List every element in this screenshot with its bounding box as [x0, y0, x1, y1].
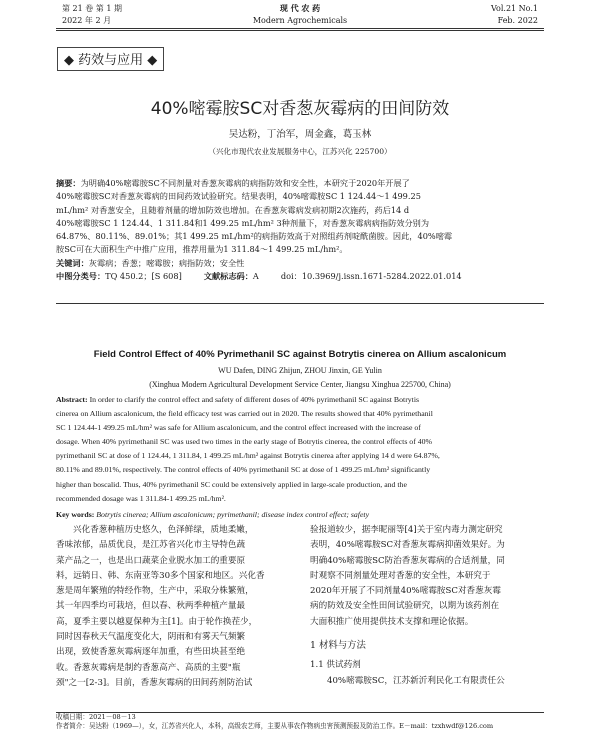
abstract-en-line: pyrimethanil SC at dose of 1 124.44, 1 311.84, 1 499.25 mL/hm² against Botrytis cinerea after applying 14 d were 64.87%, [56, 451, 440, 461]
abstract-en-text: In order to clarify the control effect and safety of different doses of 40% pyrimethanil SC against Botrytis [89, 395, 420, 404]
header-rule-2 [56, 30, 544, 31]
clc-label: 中图分类号： [56, 271, 106, 282]
body-left-column [56, 523, 290, 691]
abstract-en-line [56, 393, 544, 407]
keywords-cn [56, 257, 544, 270]
author-info: 作者简介：吴达粉（1969—），女，江苏省兴化人，本科，高级农艺师，主要从事农作物病虫害预测预报及防治工作。E－mail：tzxhwdf@126.com [56, 722, 494, 730]
affiliation-en: (Xinghua Modern Agricultural Development Service Center, Jiangsu Xinghua 225700, China) [149, 380, 451, 389]
body-right-column [310, 523, 544, 689]
footnote [56, 713, 544, 731]
volume-issue: 第 21 卷 第 1 期 [62, 4, 122, 13]
abstract-cn-line: mL/hm² 对香葱安全，且随着剂量的增加防效也增加。在香葱灰霉病发病初期2次施药，药后14 d [56, 204, 410, 215]
body-line: 香味浓郁，品质优良，是江苏省兴化市主导特色蔬 [56, 540, 246, 551]
body-line: 验报道较少，据李昵丽等[4]关于室内毒力测定研究 [310, 525, 503, 535]
section-heading-1-1: 1.1 供试药剂 [310, 660, 361, 671]
doc-code-label: 文献标志码： [203, 271, 253, 282]
body-line: 其一年四季均可栽培，但以春、秋两季种植产量最 [56, 601, 246, 612]
body-line: 表明，40%嘧霉胺SC对香葱灰霉病抑菌效果好。为 [310, 540, 505, 551]
abstract-en-line: SC 1 124.44-1 499.25 mL/hm² was safe for Allium ascalonicum, and the control effect increased with the increase of [56, 423, 421, 433]
doi-value: 10.3969/j.issn.1671-5284.2022.01.014 [301, 271, 462, 282]
abstract-en-line: cinerea on Allium ascalonicum, the field efficacy test was carried out in 2020. The results showed that 40% pyrimethanil [56, 409, 433, 419]
body-line: 40%嘧霉胺SC，江苏新沂利民化工有限责任公 [327, 675, 505, 686]
affiliation-cn: （兴化市现代农业发展服务中心，江苏兴化 225700） [208, 147, 392, 156]
journal-name-en: Modern Agrochemicals [252, 16, 348, 25]
abstract-en-label: Abstract: [56, 395, 88, 404]
body-line: 兴化香葱种植历史悠久，色泽鲜绿，质地柔嫩， [73, 525, 254, 535]
clc-value: TQ 450.2；[S 608] [105, 271, 182, 282]
abstract-en-line: 80.11% and 89.01%, respectively. The control effects of 40% pyrimethanil SC at dose of 1 499.25 mL/hm² significantly [56, 465, 431, 475]
body-line: 同时因春秋天气温度变化大，阴雨和有雾天气频繁 [56, 632, 246, 643]
doc-code-value: A [252, 271, 259, 282]
pub-date: 2022 年 2 月 [62, 16, 112, 25]
keywords-en [56, 508, 544, 522]
body-line: 料，远销日、韩、东南亚等30多个国家和地区。兴化香 [56, 570, 265, 581]
abstract-cn [56, 177, 544, 283]
abstract-cn-text: 为明确40%嘧霉胺SC不同剂量对香葱灰霉病的病指防效和安全性，本研究于2020年开展了 [80, 178, 410, 188]
abstract-en [56, 393, 544, 522]
keywords-en-text: Botrytis cinerea; Allium ascalonicum; pyrimethanil; disease index control effect; safety [96, 509, 370, 519]
abstract-cn-line: 胺SC可在大面积生产中推广应用，推荐用量为1 311.84～1 499.25 mL/hm²。 [56, 244, 348, 255]
body-line: 出现，致使香葱灰霉病逐年加重，有些田块甚至绝 [56, 647, 246, 658]
abstract-cn-line: 64.87%、80.11%、89.01%；其1 499.25 mL/hm²的病指防效高于对照组药剂啶酰菌胺。因此，40%嘧霉 [56, 231, 453, 242]
doi-label: doi： [280, 271, 302, 282]
body-line: 明确40%嘧霉胺SC防治香葱灰霉病的合适剂量，同 [310, 555, 505, 566]
body-line: 时观察不同剂量处理对香葱的安全性，本研究于 [310, 570, 491, 581]
body-line: 颈"之一[2-3]。目前，香葱灰霉病的田间药剂防治试 [56, 677, 253, 688]
keywords-cn-label: 关键词： [56, 257, 89, 268]
body-line: 收。香葱灰霉病是制约香葱高产、高质的主要"瓶 [56, 662, 241, 673]
abstract-cn-line [56, 177, 544, 190]
body-line: 高，夏季主要以越夏保种为主[1]。由于轮作换茬少， [56, 616, 258, 627]
section-heading-1: 1 材料与方法 [310, 640, 366, 652]
abstract-cn-line: 40%嘧霉胺SC 1 124.44、1 311.84和1 499.25 mL/hm² 3种剂量下，对香葱灰霉病病指防效分别为 [56, 217, 430, 228]
abstract-cn-label: 摘要： [56, 178, 81, 188]
header-rule [56, 28, 544, 29]
pub-date-en: Feb. 2022 [497, 16, 538, 25]
abstract-rule [56, 303, 544, 304]
abstract-en-line: higher than boscalid. Thus, 40% pyrimethanil SC could be extensively applied in large-scale production, and the [56, 479, 407, 489]
body-line: 菜产品之一，也是出口蔬菜企业脱水加工的重要原 [56, 555, 246, 566]
body-line: 病的防效及安全性田间试验研究，以期为该药剂在 [310, 601, 500, 612]
keywords-cn-text: 灰霉病；香葱；嘧霉胺；病指防效；安全性 [88, 257, 245, 268]
received-date: 收稿日期：2021－08－13 [56, 713, 136, 721]
paper-title: 40%嘧霉胺SC对香葱灰霉病的田间防效 [150, 99, 450, 119]
authors-cn: 吴达粉，丁治军，周金鑫，葛玉林 [228, 129, 372, 140]
keywords-en-label: Key words: [56, 509, 95, 519]
abstract-cn-line: 40%嘧霉胺SC对香葱灰霉病的田间药效试验研究。结果表明，40%嘧霉胺SC 1 124.44～1 499.25 [56, 191, 421, 202]
abstract-en-line: recommended dosage was 1 311.84-1 499.25 mL/hm². [56, 493, 226, 503]
journal-name-cn: 现 代 农 药 [279, 3, 321, 13]
abstract-en-line: dosage. When 40% pyrimethanil SC was used two times in the early stage of Botrytis cinerea, the control effects of 40% [56, 437, 433, 447]
section-tag: ◆ 药效与应用 ◆ [57, 47, 164, 71]
authors-en: WU Dafen, DING Zhijun, ZHOU Jinxin, GE Yulin [218, 366, 382, 375]
body-line: 大面积推广使用提供技术支撑和理论依据。 [310, 616, 474, 627]
english-title: Field Control Effect of 40% Pyrimethanil SC against Botrytis cinerea on Allium ascalonicum [93, 349, 507, 360]
body-line: 葱是周年繁殖的特经作物，生产中，采取分株繁殖， [56, 586, 254, 597]
classification-line [56, 270, 544, 283]
volume-issue-en: Vol.21 No.1 [491, 4, 538, 13]
body-line: 2020年开展了不同剂量40%嘧霉胺SC对香葱灰霉 [310, 586, 501, 597]
